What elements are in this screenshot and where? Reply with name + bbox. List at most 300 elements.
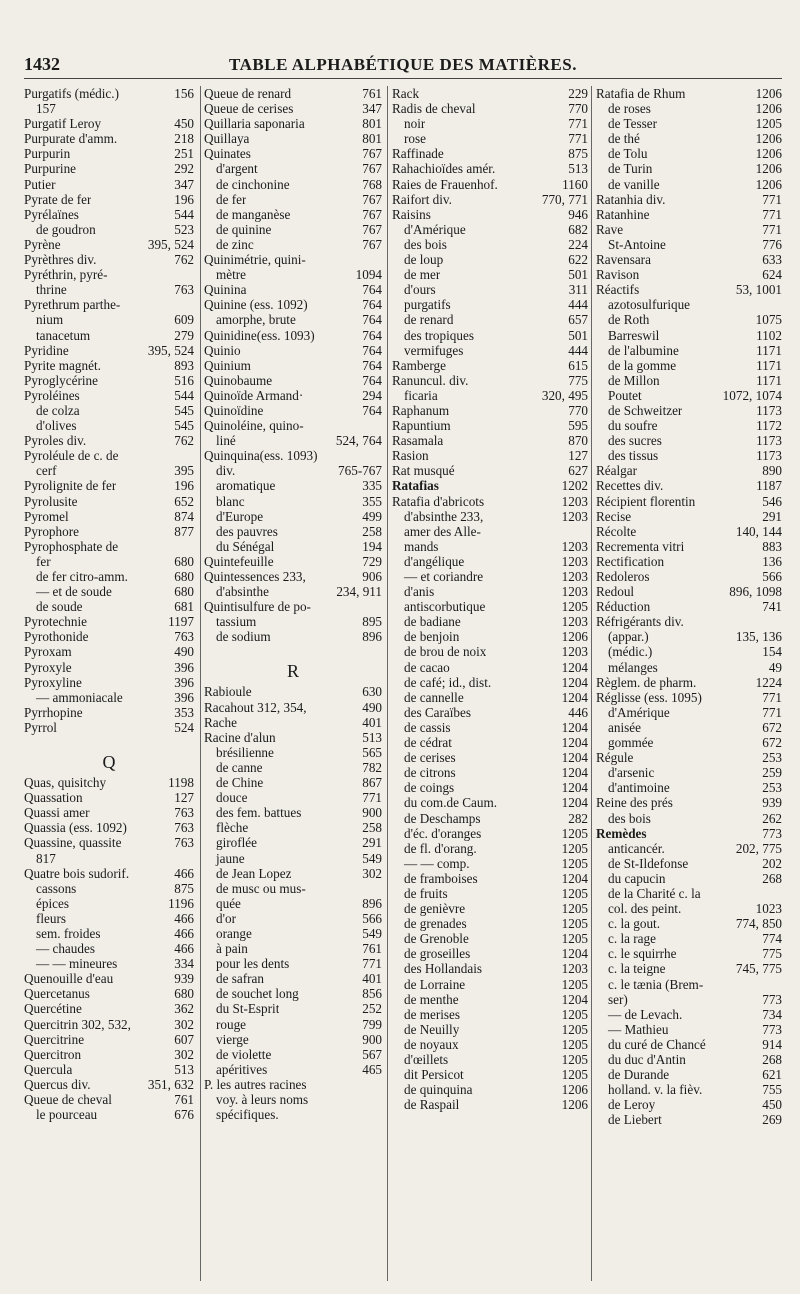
entry-term: Reine des prés: [596, 795, 673, 811]
entry-term: de safran: [216, 971, 264, 987]
entry-pages: 1224: [755, 674, 782, 690]
entry-term: nium: [36, 312, 64, 328]
index-entry: [596, 811, 782, 826]
entry-pages: 466: [174, 941, 194, 957]
index-entry: [392, 116, 588, 131]
entry-term: Rache: [204, 714, 237, 730]
index-entry: [204, 926, 382, 941]
index-entry: [596, 509, 782, 524]
entry-pages: 567: [362, 1046, 382, 1062]
index-entry: [392, 358, 588, 373]
entry-term: c. le squirrhe: [608, 946, 677, 962]
entry-term: azotosulfurique: [608, 297, 691, 313]
entry-pages: 566: [762, 569, 782, 584]
entry-term: tassium: [216, 614, 257, 630]
entry-pages: 770, 771: [541, 191, 588, 207]
entry-term: fleurs: [36, 910, 67, 926]
entry-term: Quercétine: [24, 1001, 82, 1017]
index-entry: [24, 494, 194, 509]
entry-pages: 253: [762, 750, 782, 766]
index-entry: [596, 735, 782, 750]
index-entry: [596, 660, 782, 675]
entry-term: de Millon: [608, 372, 660, 388]
entry-pages: 767: [362, 146, 382, 162]
index-entry: [24, 584, 194, 599]
entry-term: du Sénégal: [216, 538, 275, 554]
entry-pages: 444: [568, 342, 588, 358]
entry-pages: 680: [174, 553, 194, 569]
entry-term: du com.de Caum.: [404, 795, 498, 811]
index-entry: [596, 207, 782, 222]
entry-pages: 513: [362, 729, 382, 745]
entry-pages: 875: [174, 880, 194, 896]
index-entry: [24, 956, 194, 971]
entry-pages: 194: [362, 538, 382, 554]
entry-term: de Roth: [608, 312, 650, 328]
index-entry: [392, 961, 588, 976]
entry-term: de Grenoble: [404, 931, 469, 947]
entry-term: quée: [216, 895, 241, 911]
entry-term: St-Antoine: [608, 236, 666, 252]
entry-pages: 262: [762, 810, 782, 826]
entry-pages: 609: [174, 312, 194, 328]
entry-pages: 676: [174, 1107, 194, 1123]
entry-term: Quinimétrie, quini-: [204, 252, 306, 268]
entry-term: Quillaria saponaria: [204, 116, 305, 132]
entry-term: de grenades: [404, 916, 467, 932]
entry-term: de manganèse: [216, 206, 291, 222]
entry-term: de vanille: [608, 176, 660, 192]
entry-term: Putier: [24, 176, 56, 192]
entry-pages: 252: [362, 1001, 382, 1017]
entry-pages: 362: [174, 1001, 194, 1017]
entry-term: de Turin: [608, 161, 653, 177]
index-entry: [596, 750, 782, 765]
index-entry: [24, 851, 194, 866]
entry-pages: 771: [762, 689, 782, 705]
index-entry: [596, 1112, 782, 1127]
index-entry: [24, 388, 194, 403]
index-entry: [392, 1022, 588, 1037]
entry-pages: 1206: [755, 86, 782, 101]
entry-pages: 771: [762, 221, 782, 237]
entry-term: Récipient florentin: [596, 493, 696, 509]
index-entry: [392, 1052, 588, 1067]
index-entry: [596, 841, 782, 856]
entry-term: Pyrélaïnes: [24, 206, 79, 222]
entry-term: — ammoniacale: [36, 689, 123, 705]
index-entry: [204, 222, 382, 237]
index-entry: [24, 971, 194, 986]
entry-pages: 302: [362, 865, 382, 881]
entry-pages: 1205: [561, 840, 588, 856]
index-entry: [596, 1037, 782, 1052]
index-entry: [596, 101, 782, 116]
index-entry: [596, 916, 782, 931]
index-entry: [596, 795, 782, 810]
entry-term: Radis de cheval: [392, 101, 476, 117]
entry-term: vermifuges: [404, 342, 464, 358]
entry-term: de canne: [216, 759, 263, 775]
index-entry: [24, 1092, 194, 1107]
entry-pages: 1197: [168, 614, 194, 630]
entry-pages: 1206: [755, 146, 782, 162]
index-entry: [596, 599, 782, 614]
entry-pages: 773: [762, 825, 782, 841]
entry-pages: 1204: [561, 659, 588, 675]
entry-pages: 202, 775: [735, 840, 782, 856]
entry-pages: 196: [174, 191, 194, 207]
entry-pages: 622: [568, 252, 588, 268]
entry-term: flèche: [216, 820, 249, 836]
entry-term: Pyrrol: [24, 719, 57, 735]
entry-term: Quassi amer: [24, 805, 90, 821]
index-entry: [204, 1047, 382, 1062]
entry-pages: 1204: [561, 780, 588, 796]
section-letter: R: [286, 661, 299, 682]
entry-pages: 294: [362, 387, 382, 403]
entry-term: des tissus: [608, 448, 659, 464]
entry-pages: 291: [362, 835, 382, 851]
entry-term: Pyrethrum parthe-: [24, 297, 121, 313]
index-entry: [596, 931, 782, 946]
index-entry: [24, 835, 194, 850]
index-entry: [596, 448, 782, 463]
index-entry: [204, 101, 382, 116]
index-entry: [392, 161, 588, 176]
entry-pages: 775: [568, 372, 588, 388]
entry-pages: 258: [362, 523, 382, 539]
entry-pages: 1203: [561, 553, 588, 569]
entry-pages: 1072, 1074: [722, 387, 782, 403]
index-entry: [204, 1107, 382, 1122]
index-entry: [596, 705, 782, 720]
entry-pages: 140, 144: [735, 523, 782, 539]
entry-term: Quercitrine: [24, 1031, 85, 1047]
entry-pages: 1204: [561, 765, 588, 781]
index-entry: [24, 463, 194, 478]
entry-term: amer des Alle-: [404, 523, 481, 539]
entry-term: c. la teigne: [608, 961, 666, 977]
entry-pages: 353: [174, 704, 194, 720]
entry-term: de genièvre: [404, 901, 466, 917]
index-entry: [392, 1067, 588, 1082]
index-entry: [596, 1052, 782, 1067]
entry-term: ser): [608, 991, 628, 1007]
entry-pages: 320, 495: [541, 387, 588, 403]
index-entry: [24, 403, 194, 418]
index-entry: [392, 871, 588, 886]
entry-term: Quercetanus: [24, 986, 90, 1002]
entry-term: — — comp.: [404, 855, 470, 871]
entry-pages: 761: [174, 1092, 194, 1107]
entry-pages: 450: [762, 1097, 782, 1113]
entry-term: Pyroléule de c. de: [24, 448, 119, 464]
entry-term: de merises: [404, 1006, 461, 1022]
entry-pages: 734: [762, 1006, 782, 1022]
index-column-3: [392, 86, 588, 1281]
entry-term: Raffinade: [392, 146, 444, 162]
index-entry: [204, 146, 382, 161]
entry-pages: 1206: [755, 176, 782, 192]
index-entry: [392, 931, 588, 946]
entry-term: Queue de renard: [204, 86, 292, 101]
entry-pages: 1171: [756, 357, 782, 373]
entry-term: Pyroles div.: [24, 433, 87, 449]
index-entry: [596, 267, 782, 282]
index-entry: [204, 539, 382, 554]
entry-term: Pyrolusite: [24, 493, 78, 509]
entry-pages: 234, 911: [336, 584, 382, 600]
entry-pages: 545: [174, 402, 194, 418]
entry-term: de café; id., dist.: [404, 674, 492, 690]
index-entry: [204, 820, 382, 835]
entry-pages: 762: [174, 252, 194, 268]
index-entry: [24, 1047, 194, 1062]
index-entry: [24, 433, 194, 448]
entry-term: de fl. d'orang.: [404, 840, 477, 856]
entry-term: Ratanhia div.: [596, 191, 666, 207]
entry-term: de cassis: [404, 719, 451, 735]
entry-pages: 259: [762, 765, 782, 781]
entry-term: des fem. battues: [216, 805, 302, 821]
entry-pages: 401: [362, 971, 382, 987]
entry-term: de Tolu: [608, 146, 648, 162]
index-entry: [392, 841, 588, 856]
index-entry: [392, 282, 588, 297]
index-entry: [204, 851, 382, 866]
column-divider: [200, 86, 201, 1281]
index-entry: [24, 1017, 194, 1032]
entry-term: div.: [216, 463, 236, 479]
index-entry: [392, 509, 588, 524]
entry-term: Queue de cerises: [204, 101, 294, 117]
index-entry: [24, 116, 194, 131]
index-entry: [204, 1062, 382, 1077]
index-entry: [24, 343, 194, 358]
entry-term: amorphe, brute: [216, 312, 296, 328]
index-entry: [392, 252, 588, 267]
index-entry: [392, 433, 588, 448]
entry-pages: 1202: [561, 478, 588, 494]
entry-term: Quercitrin 302, 532,: [24, 1016, 131, 1032]
entry-term: Recrementa vitri: [596, 538, 685, 554]
entry-term: de cannelle: [404, 689, 464, 705]
entry-term: d'Europe: [216, 508, 264, 524]
entry-term: des bois: [404, 236, 447, 252]
entry-pages: 799: [362, 1016, 382, 1032]
entry-term: des Caraïbes: [404, 704, 472, 720]
entry-term: Raies de Frauenhof.: [392, 176, 498, 192]
entry-pages: 465: [362, 1061, 382, 1077]
entry-pages: 1205: [755, 116, 782, 132]
entry-pages: 1206: [755, 101, 782, 117]
index-entry: [24, 1062, 194, 1077]
entry-pages: 771: [568, 131, 588, 147]
entry-pages: 630: [362, 684, 382, 700]
entry-pages: 657: [568, 312, 588, 328]
index-entry: [596, 192, 782, 207]
entry-term: liné: [216, 433, 236, 449]
page-header: [24, 54, 782, 80]
entry-term: aromatique: [216, 478, 276, 494]
entry-term: le pourceau: [36, 1107, 98, 1123]
entry-term: apéritives: [216, 1061, 268, 1077]
entry-pages: 1204: [561, 719, 588, 735]
entry-pages: 875: [568, 146, 588, 162]
entry-pages: 196: [174, 478, 194, 494]
index-column-2: [204, 86, 382, 1281]
entry-term: d'éc. d'oranges: [404, 825, 482, 841]
index-entry: [204, 463, 382, 478]
entry-term: — — mineures: [36, 956, 118, 972]
entry-term: (appar.): [608, 629, 649, 645]
index-entry: [204, 805, 382, 820]
entry-term: (médic.): [608, 644, 653, 660]
index-entry: [204, 1017, 382, 1032]
entry-pages: 764: [362, 282, 382, 298]
entry-pages: 767: [362, 236, 382, 252]
entry-term: de Leroy: [608, 1097, 656, 1113]
entry-pages: 801: [362, 116, 382, 132]
entry-term: Réactifs: [596, 282, 640, 298]
index-entry: [392, 750, 588, 765]
index-entry: [204, 418, 382, 433]
index-entry: [24, 629, 194, 644]
entry-term: Quintisulfure de po-: [204, 599, 311, 615]
entry-term: anisée: [608, 719, 641, 735]
index-entry: [392, 403, 588, 418]
entry-pages: 302: [174, 1046, 194, 1062]
header-rule: [24, 78, 782, 79]
entry-pages: 774, 850: [735, 916, 782, 932]
entry-term: d'antimoine: [608, 780, 670, 796]
index-entry: [596, 675, 782, 690]
entry-pages: 1205: [561, 1067, 588, 1083]
index-entry: [392, 599, 588, 614]
entry-term: de la gomme: [608, 357, 677, 373]
index-entry: [204, 161, 382, 176]
entry-term: Pyrèthres div.: [24, 252, 97, 268]
entry-term: noir: [404, 116, 426, 132]
entry-term: de fer: [216, 191, 247, 207]
index-entry: [204, 1092, 382, 1107]
index-entry: [392, 448, 588, 463]
index-entry: [596, 1097, 782, 1112]
entry-term: rose: [404, 131, 426, 147]
entry-pages: 680: [174, 584, 194, 600]
entry-term: Quinquina(ess. 1093): [204, 448, 318, 464]
entry-term: Redoul: [596, 584, 635, 600]
entry-term: Rabioule: [204, 684, 252, 700]
entry-term: de la Charité c. la: [608, 885, 701, 901]
entry-term: de Schweitzer: [608, 402, 683, 418]
entry-term: c. la rage: [608, 931, 656, 947]
entry-pages: 1203: [561, 644, 588, 660]
index-entry: [204, 358, 382, 373]
entry-term: Pyroglycérine: [24, 372, 98, 388]
entry-term: Quenouille d'eau: [24, 971, 114, 987]
entry-pages: 1205: [561, 599, 588, 615]
entry-pages: 672: [762, 719, 782, 735]
column-divider: [387, 86, 388, 1281]
index-entry: [204, 237, 382, 252]
index-entry: [392, 811, 588, 826]
entry-pages: 672: [762, 735, 782, 751]
entry-term: des pauvres: [216, 523, 278, 539]
entry-term: fer: [36, 553, 51, 569]
index-entry: [24, 896, 194, 911]
entry-pages: 544: [174, 387, 194, 403]
entry-term: Purpurin: [24, 146, 71, 162]
entry-pages: 595: [568, 418, 588, 434]
index-entry: [596, 539, 782, 554]
entry-term: de cacao: [404, 659, 450, 675]
entry-term: de musc ou mus-: [216, 880, 306, 896]
entry-pages: 251: [174, 146, 194, 162]
index-entry: [392, 946, 588, 961]
entry-term: thrine: [36, 282, 67, 298]
entry-term: Pyroxyle: [24, 659, 72, 675]
entry-term: de mer: [404, 267, 441, 283]
entry-term: épices: [36, 895, 69, 911]
index-entry: [392, 478, 588, 493]
entry-pages: 729: [362, 553, 382, 569]
index-entry: [596, 86, 782, 101]
entry-pages: 1102: [756, 327, 782, 343]
index-entry: [392, 826, 588, 841]
index-entry: [392, 101, 588, 116]
entry-term: — et de soude: [36, 584, 112, 600]
entry-pages: 765-767: [338, 463, 382, 479]
entry-term: des Hollandais: [404, 961, 483, 977]
entry-pages: 764: [362, 402, 382, 418]
entry-pages: 499: [362, 508, 382, 524]
entry-term: Pyrophore: [24, 523, 79, 539]
index-entry: [24, 705, 194, 720]
index-entry: [204, 207, 382, 222]
entry-term: dit Persicot: [404, 1067, 464, 1083]
index-entry: [596, 524, 782, 539]
entry-pages: 396: [174, 674, 194, 690]
entry-term: Redoleros: [596, 569, 650, 584]
entry-pages: 1204: [561, 735, 588, 751]
entry-term: du soufre: [608, 418, 658, 434]
index-entry: [24, 328, 194, 343]
index-column-1: [24, 86, 194, 1281]
index-entry: [596, 116, 782, 131]
entry-pages: 771: [762, 206, 782, 222]
index-entry: [596, 222, 782, 237]
index-entry: [596, 252, 782, 267]
index-entry: [392, 856, 588, 871]
entry-term: Pyroxam: [24, 644, 72, 660]
entry-pages: 896, 1098: [729, 584, 782, 600]
index-entry: [204, 373, 382, 388]
entry-pages: 763: [174, 805, 194, 821]
entry-term: Ratafia de Rhum: [596, 86, 686, 101]
entry-term: Quinoïde Armand·: [204, 387, 304, 403]
index-entry: [24, 448, 194, 463]
entry-term: de Durande: [608, 1067, 670, 1083]
entry-pages: 1094: [355, 267, 382, 283]
index-entry: [392, 765, 588, 780]
index-entry: [24, 614, 194, 629]
index-entry: [392, 237, 588, 252]
entry-term: de St-Ildefonse: [608, 855, 689, 871]
index-entry: [392, 1037, 588, 1052]
index-entry: [596, 901, 782, 916]
